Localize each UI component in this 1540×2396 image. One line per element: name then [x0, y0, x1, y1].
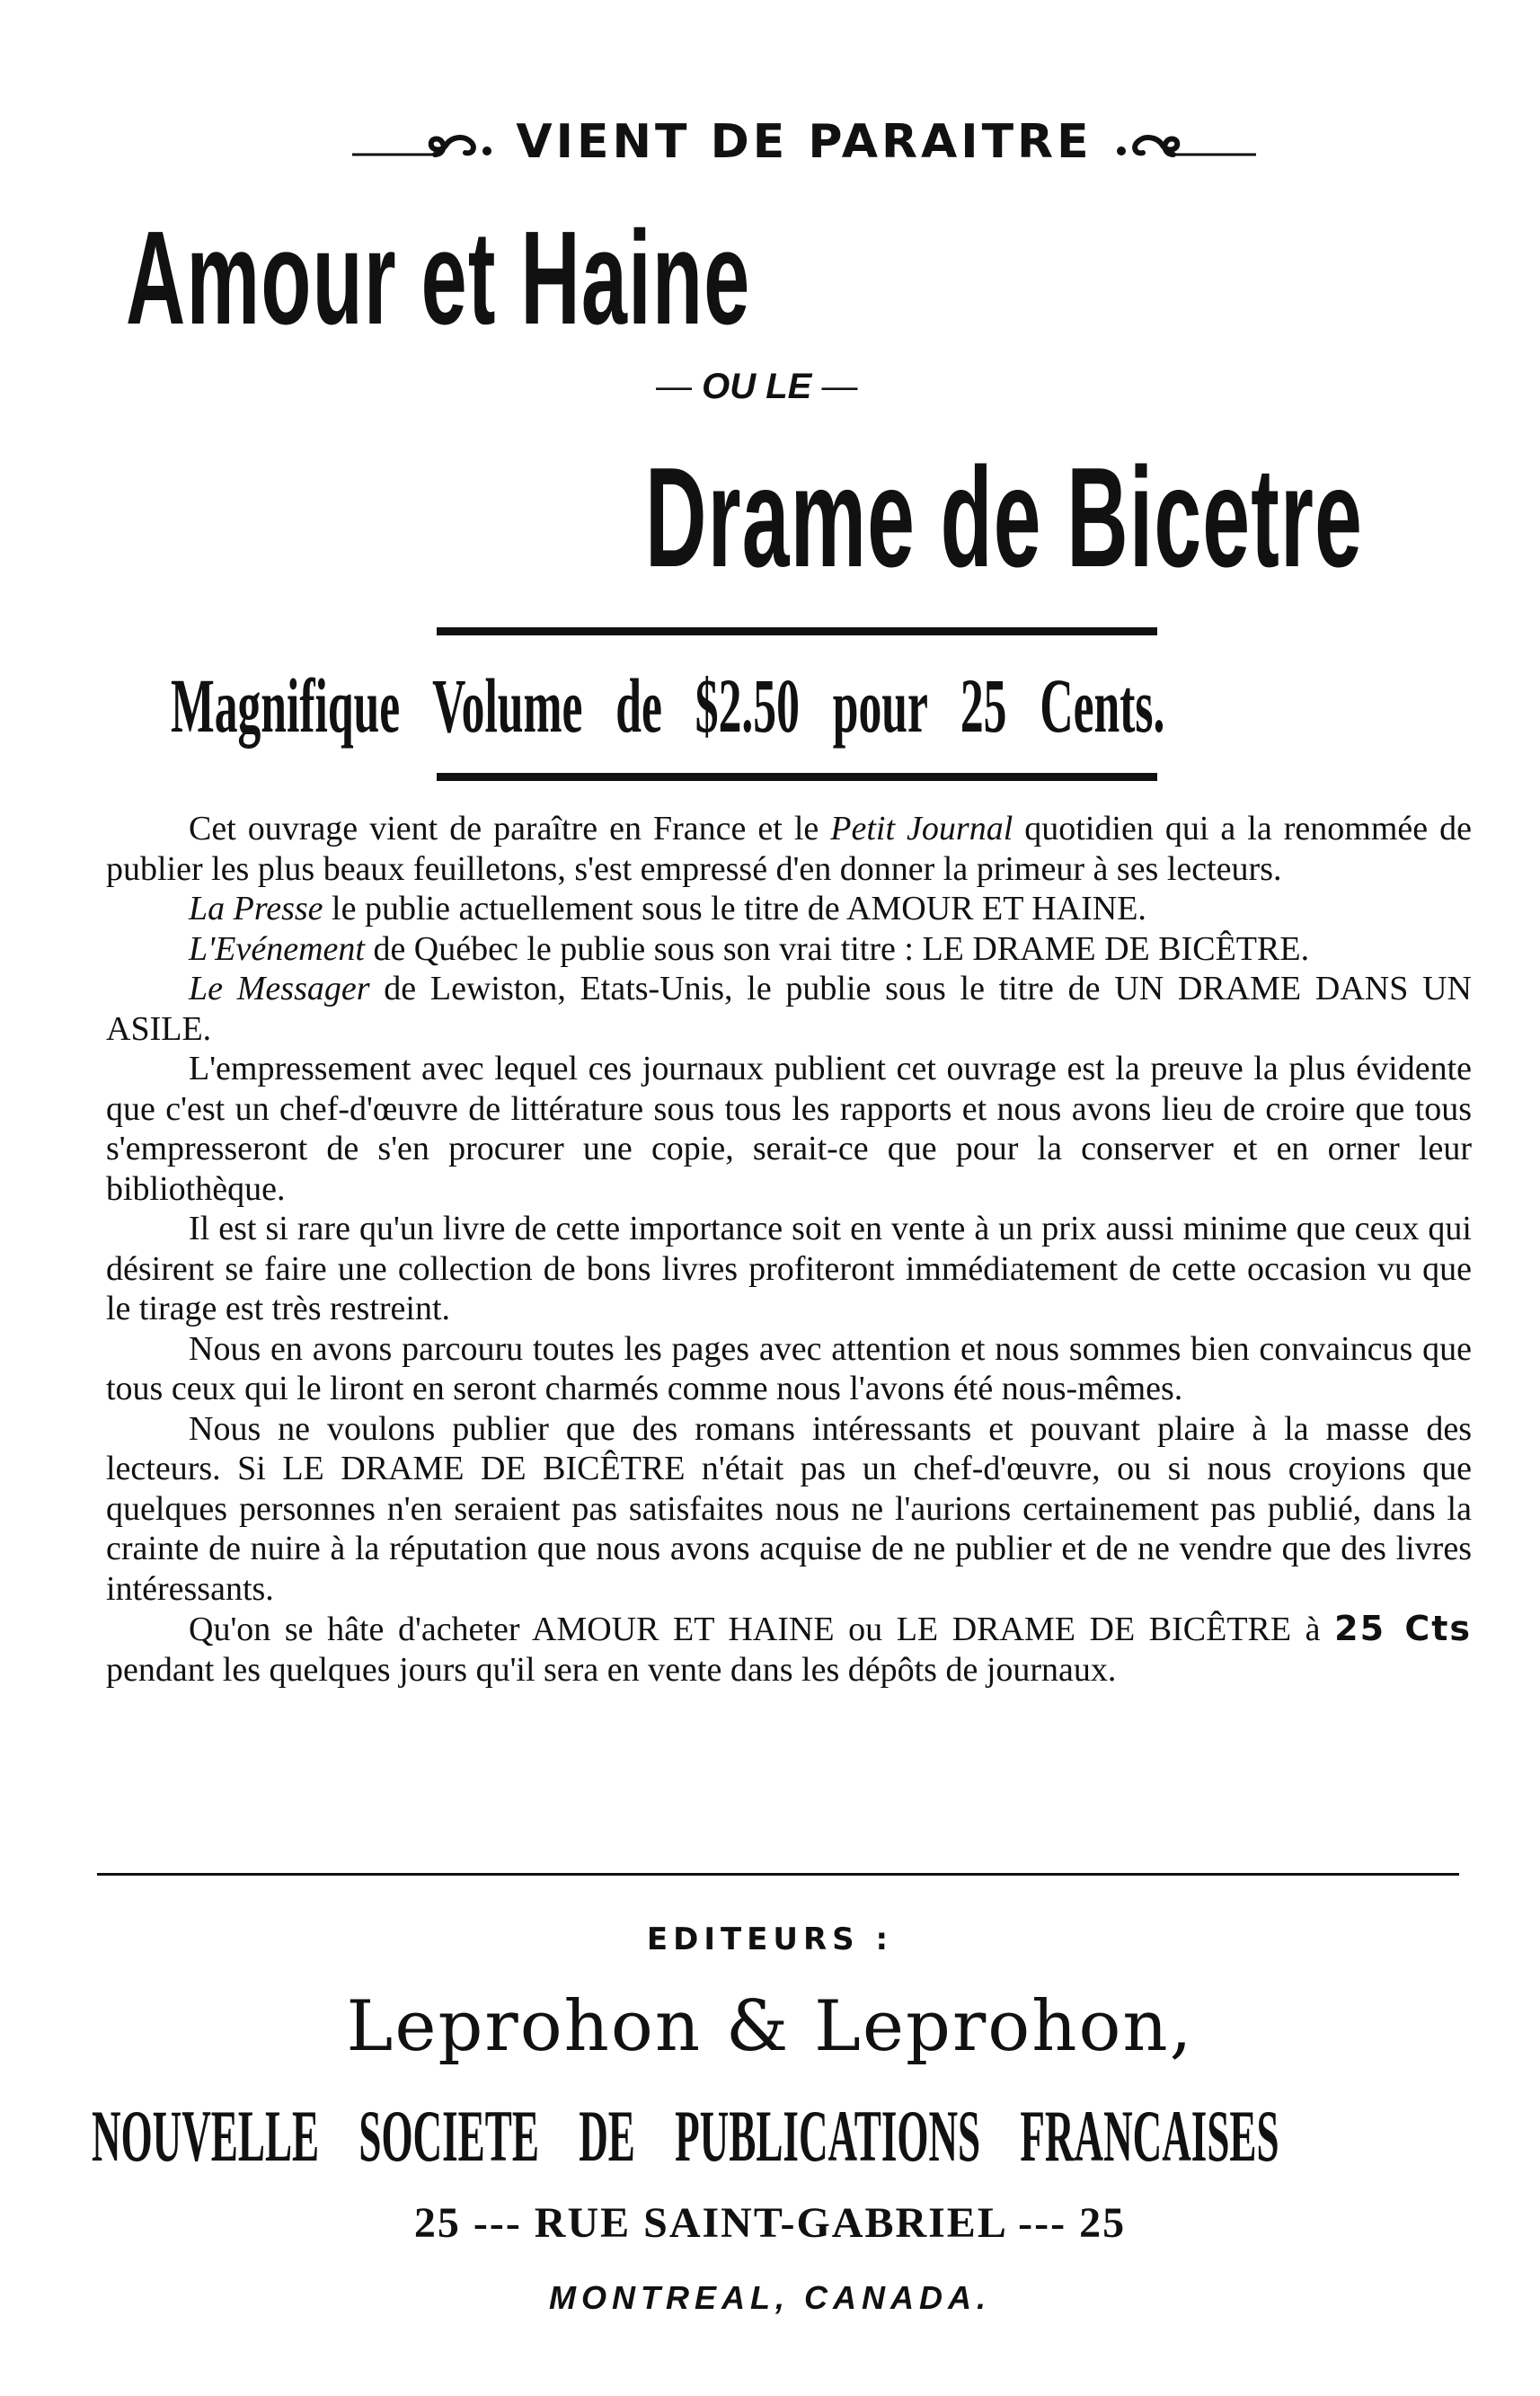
price-rule-top	[437, 627, 1157, 635]
footer-divider	[97, 1873, 1459, 1876]
subtitle-text: OU LE	[702, 367, 812, 406]
right-flourish-icon	[1112, 124, 1256, 160]
paragraph: Nous en avons parcouru toutes les pages avec attention et nous sommes bien convaincus que tous ceux qui le liront en seront charmés comme nous l'avons été nous-mêmes.	[106, 1329, 1472, 1407]
text-run: pendant les quelques jours qu'il sera en vente dans les dépôts de journaux.	[106, 1650, 1117, 1689]
text-run: Qu'on se hâte d'acheter AMOUR ET HAINE ou LE DRAME DE BICÊTRE à	[189, 1611, 1335, 1648]
newspaper-name: L'Evénement	[189, 929, 365, 968]
price-rule-bottom	[437, 773, 1157, 781]
subtitle-dash-left: —	[656, 367, 703, 406]
newspaper-name: Petit Journal	[830, 810, 1013, 847]
price-highlight: 25 Cts	[1334, 1609, 1473, 1648]
paragraph	[106, 1609, 1472, 1690]
subtitle-dash-right: —	[811, 367, 858, 406]
paragraph	[106, 969, 1472, 1049]
text-run: Cet ouvrage vient de paraître en France et le	[189, 810, 831, 847]
street-address: 25 --- RUE SAINT-GABRIEL --- 25	[413, 2199, 1127, 2247]
paragraph	[106, 929, 1472, 970]
publisher-name: Leprohon & Leprohon,	[346, 1986, 1194, 2067]
editeurs-heading: EDITEURS :	[646, 1921, 894, 1957]
body-text	[106, 809, 1472, 1690]
header-kicker	[261, 106, 1348, 178]
price-line: Magnifique Volume de $2.50 pour 25 Cents.	[171, 662, 1165, 749]
text-run: quotidien qui a la renommée de publier les plus beaux feuilletons, s'est empressé d'en donner la primeur à ses lecteurs.	[106, 810, 1472, 888]
title-line-2: Drame de Bicetre	[645, 439, 1364, 597]
subtitle	[656, 367, 857, 407]
paragraph	[106, 809, 1472, 889]
paragraph: Nous ne voulons publier que des romans intéressants et pouvant plaire à la masse des lecteurs. Si LE DRAME DE BICÊTRE n'était pas un chef-d'œuvre, ou si nous croyions que quelques personnes n'en seraient pas satisfaites nous ne l'aurions certainement pas publié, dans la crainte de nuire à la réputation que nous avons acquise de ne publier et de ne vendre que des livres intéressants.	[106, 1409, 1472, 1608]
city-line: MONTREAL, CANADA.	[549, 2279, 991, 2316]
society-name: NOUVELLE SOCIETE DE PUBLICATIONS FRANCAISES	[92, 2095, 1279, 2177]
text-run: de Lewiston, Etats-Unis, le publie sous le titre de UN DRAME DANS UN ASILE.	[106, 970, 1472, 1048]
kicker-text: VIENT DE PARAITRE	[516, 115, 1093, 169]
paragraph: Il est si rare qu'un livre de cette importance soit en vente à un prix aussi minime que ceux qui désirent se faire une collection de bons livres profiteront immédiatement de cette occasion vu que le tirage est très restreint.	[106, 1210, 1472, 1327]
title-line-1: Amour et Haine	[126, 204, 751, 352]
paragraph	[106, 889, 1472, 929]
newspaper-name: La Presse	[189, 890, 323, 927]
paragraph: L'empressement avec lequel ces journaux publient cet ouvrage est la preuve la plus évidente que c'est un chef-d'œuvre de littérature sous tous les rapports et nous avons lieu de croire que tous s'empresseront de s'en procurer une copie, serait-ce que pour la conserver et en orner leur bibliothèque.	[106, 1050, 1472, 1208]
left-flourish-icon	[352, 124, 496, 160]
newspaper-name: Le Messager	[189, 970, 370, 1007]
text-run: de Québec le publie sous son vrai titre : LE DRAME DE BICÊTRE.	[364, 929, 1310, 968]
text-run: le publie actuellement sous le titre de AMOUR ET HAINE.	[323, 890, 1146, 927]
